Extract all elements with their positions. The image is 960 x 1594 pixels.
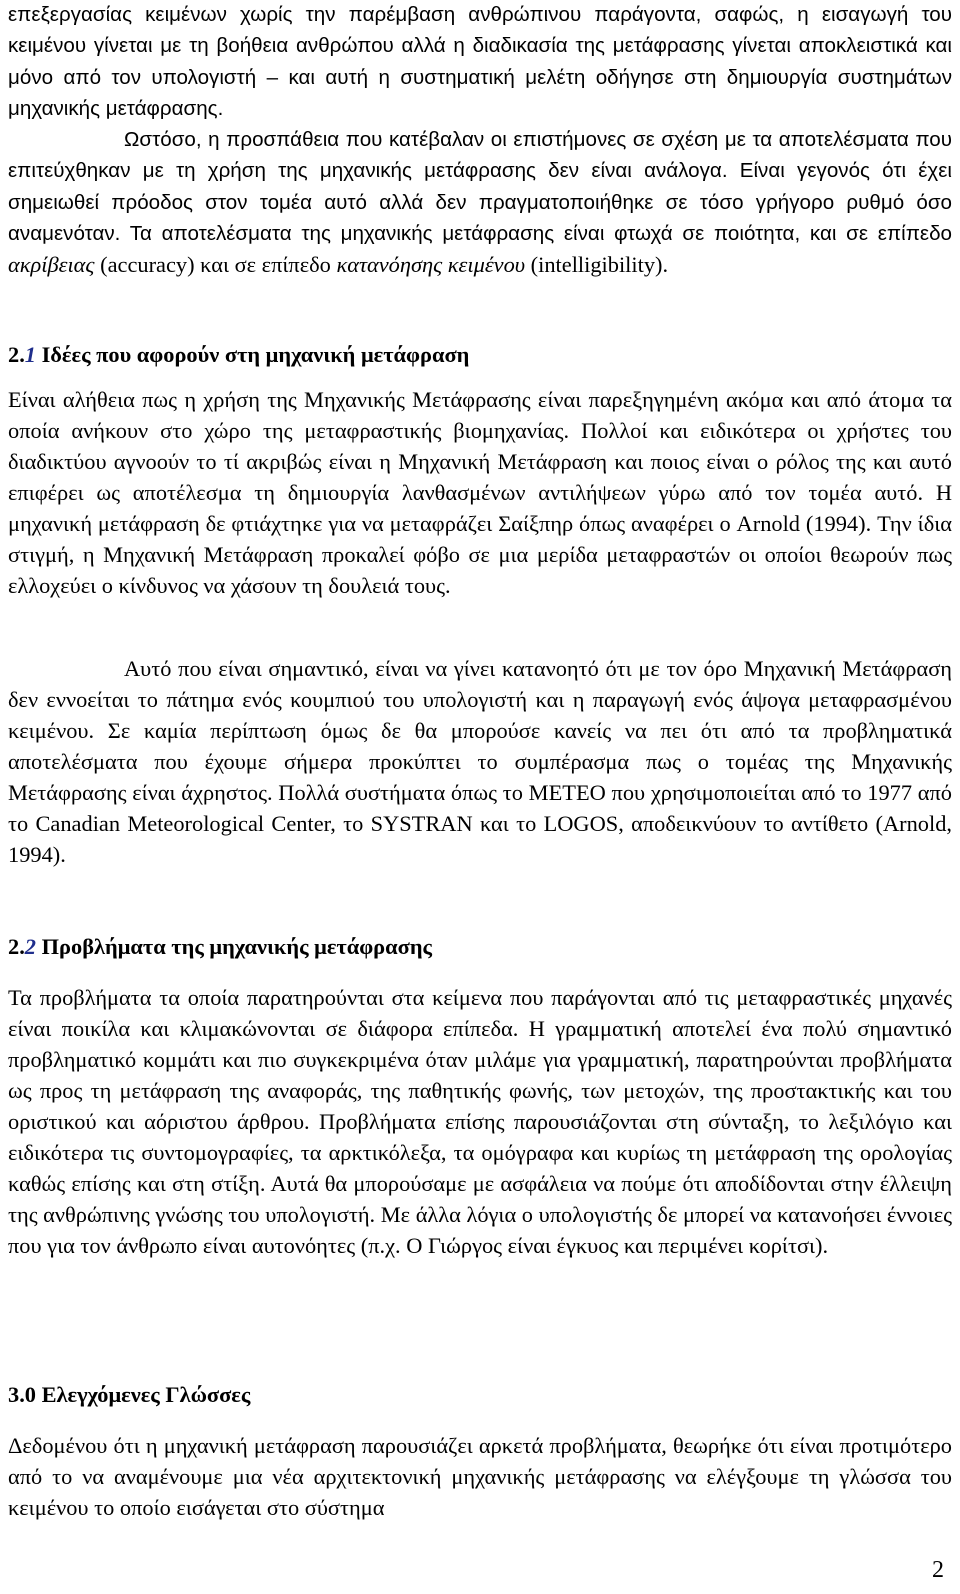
section-2-1-paragraph-2: Αυτό που είναι σημαντικό, είναι να γίνει κατανοητό ότι με τον όρο Μηχανική Μετάφραση δεν εννοείται το πάτημα ενός κουμπιού του υπολογιστή και η παραγωγή ενός άψογα μεταφρασμένου κειμένου. Σε καμία περίπτωση όμως δε θα μπορούσε κανείς να πει ότι από τα προβληματικά αποτελέσματα που έχουμε σήμερα προκύπτει το συμπέρασμα πως ο τομέας της Μηχανικής Μετάφρασης είναι άχρηστος. Πολλά συστήματα όπως το METEO που χρησιμοποιείται από το 1977 από το Canadian Meteorological Center, το SYSTRAN και το LOGOS, αποδεικνύουν το αντίθετο (Arnold, 1994). (8, 656, 952, 867)
intro-paragraph (8, 0, 952, 282)
section-2-2-title: Προβλήματα της μηχανικής μετάφρασης (36, 934, 432, 959)
accuracy-english: (accuracy) και σε επίπεδο (94, 252, 337, 278)
section-2-2-num: 2. (8, 934, 25, 959)
accuracy-term: ακρίβειας (8, 252, 95, 278)
section-2-2-heading (8, 932, 952, 962)
intelligibility-term: κατανόησης κειμένου (336, 252, 526, 278)
section-2-1-paragraph-1: Είναι αλήθεια πως η χρήση της Μηχανικής Μετάφρασης είναι παρεξηγημένη ακόμα και από άτομα τα οποία ανήκουν στο χώρο της μεταφραστικής βιομηχανίας. Πολλοί και ειδικότερα οι χρήστες του διαδικτύου αγνοούν το τί ακριβώς είναι η Μηχανική Μετάφραση και ποιος είναι ο ρόλος της και αυτό επιφέρει ως αποτέλεσμα τη δημιουργία λανθασμένων αντιλήψεων γύρω από τον τομέα αυτό. Η μηχανική μετάφραση δε φτιάχτηκε για να μεταφράζει Σαίξπηρ όπως αναφέρει ο Arnold (1994). Την ίδια στιγμή, η Μηχανική Μετάφραση προκαλεί φόβο σε μια μερίδα μεταφραστών οι οποίοι θεωρούν πως ελλοχεύει ο κίνδυνος να χάσουν τη δουλειά τους. (8, 387, 952, 598)
section-2-1-subnum: 1 (24, 342, 36, 367)
section-2-2-paragraph: Τα προβλήματα τα οποία παρατηρούνται στα κείμενα που παράγονται από τις μεταφραστικές μηχανές είναι ποικίλα και κλιμακώνονται σε διάφορα επίπεδα. Η γραμματική αποτελεί ένα πολύ σημαντικό προβληματικό κομμάτι και πιο συγκεκριμένα όταν μιλάμε για γραμματική, παρατηρούνται προβλήματα ως προς τη μετάφραση της αναφοράς, της παθητικής φωνής, των μετοχών, της προστακτικής και του οριστικού και αόριστου άρθρου. Προβλήματα επίσης παρουσιάζονται στη σύνταξη, το λεξιλόγιο και ειδικότερα τις συντομογραφίες, τα αρκτικόλεξα, τα ομόγραφα και κυρίως τη μετάφραση της ορολογίας καθώς επίσης και στη στίξη. Αυτά θα μπορούσαμε με ασφάλεια να πούμε ότι αποδίδονται στην έλλειψη της ανθρώπινης γνώσης του υπολογιστή. Με άλλα λόγια ο υπολογιστής δε μπορεί να κατανοήσει έννοιες που για τον άνθρωπο είναι αυτονόητες (π.χ. Ο Γιώργος είναι έγκυος και περιμένει κορίτσι). (8, 985, 952, 1258)
section-3-0-heading: 3.0 Ελεγχόμενες Γλώσσες (8, 1382, 251, 1407)
section-2-1-heading (8, 340, 952, 370)
section-2-1-title: Ιδέες που αφορούν στη μηχανική μετάφραση (36, 342, 470, 367)
section-3-0-paragraph: Δεδομένου ότι η μηχανική μετάφραση παρουσιάζει αρκετά προβλήματα, θεωρήκε ότι είναι προτιμότερο από το να αναμένουμε μια νέα αρχιτεκτονική μηχανικής μετάφρασης να ελέγξουμε τη γλώσσα του κειμένου το οποίο εισάγεται στο σύστημα (8, 1433, 952, 1520)
intro-sentence-a: επεξεργασίας κειμένων χωρίς την παρέμβαση ανθρώπινου παράγοντα, σαφώς, η εισαγωγή του κειμένου γίνεται με τη βοήθεια ανθρώπου αλλά η διαδικασία της μετάφρασης γίνεται αποκλειστικά και μόνο από τον υπολογιστή – και αυτή η συστηματική μελέτη οδήγησε στη δημιουργία συστημάτων μηχανικής μετάφρασης. (8, 3, 952, 120)
page-number: 2 (932, 1557, 944, 1583)
section-2-2-subnum: 2 (24, 934, 36, 959)
intro-sentence-b: Ωστόσο, η προσπάθεια που κατέβαλαν οι επιστήμονες σε σχέση με τα αποτελέσματα που επιτεύχθηκαν με τη χρήση της μηχανικής μετάφρασης δεν είναι ανάλογα. Είναι γεγονός ότι έχει σημειωθεί πρόοδος στον τομέα αυτό αλλά δεν πραγματοποιήθηκε σε τόσο γρήγορο ρυθμό όσο αναμενόταν. Τα αποτελέσματα της μηχανικής μετάφρασης είναι φτωχά σε ποιότητα, και σε επίπεδο (8, 128, 952, 246)
intelligibility-english: (intelligibility). (525, 252, 669, 278)
section-2-1-num: 2. (8, 342, 25, 367)
